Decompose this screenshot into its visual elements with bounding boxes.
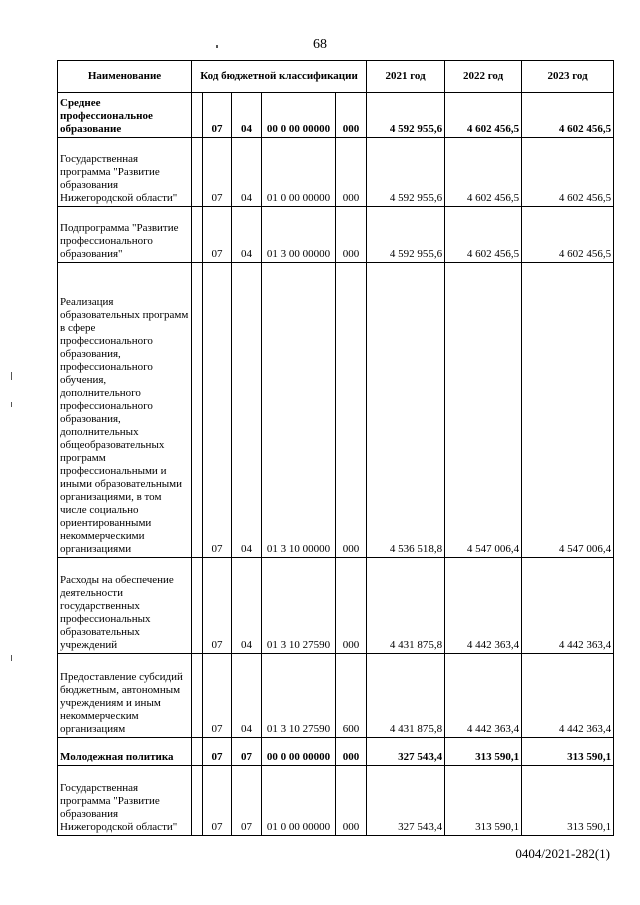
row-expense-type: 000 <box>336 263 367 558</box>
scan-speck <box>11 655 12 661</box>
row-amount-2022: 313 590,1 <box>445 738 522 766</box>
row-expense-type: 600 <box>336 654 367 738</box>
row-spacer <box>192 558 203 654</box>
row-expense-type: 000 <box>336 138 367 207</box>
row-amount-2023: 4 442 363,4 <box>522 654 614 738</box>
row-subsection: 04 <box>232 138 262 207</box>
table-row <box>58 766 614 836</box>
row-expense-type: 000 <box>336 738 367 766</box>
row-amount-2021: 4 431 875,8 <box>367 654 445 738</box>
row-spacer <box>192 263 203 558</box>
row-amount-2021: 327 543,4 <box>367 738 445 766</box>
row-amount-2021: 4 592 955,6 <box>367 138 445 207</box>
row-amount-2023: 4 602 456,5 <box>522 138 614 207</box>
row-target-article: 01 3 10 00000 <box>262 263 336 558</box>
table-row <box>58 558 614 654</box>
table-row <box>58 207 614 263</box>
row-target-article: 01 3 10 27590 <box>262 558 336 654</box>
row-name: Государственная программа "Развитие образования Нижегородской области" <box>58 766 192 836</box>
row-amount-2022: 4 602 456,5 <box>445 207 522 263</box>
row-spacer <box>192 738 203 766</box>
row-name: Подпрограмма "Развитие профессионального образования" <box>58 207 192 263</box>
row-amount-2023: 4 602 456,5 <box>522 207 614 263</box>
page-number: 68 <box>313 37 327 52</box>
scan-speck <box>216 45 218 48</box>
row-spacer <box>192 766 203 836</box>
table-row <box>58 738 614 766</box>
row-section: 07 <box>203 263 232 558</box>
row-subsection: 04 <box>232 93 262 138</box>
row-amount-2022: 4 442 363,4 <box>445 558 522 654</box>
row-amount-2023: 4 547 006,4 <box>522 263 614 558</box>
header-2023: 2023 год <box>522 61 614 93</box>
header-classification: Код бюджетной классификации <box>192 61 367 93</box>
row-subsection: 07 <box>232 738 262 766</box>
row-name: Расходы на обеспечение деятельности государственных профессиональных образовательных учреждений <box>58 558 192 654</box>
row-subsection: 04 <box>232 654 262 738</box>
row-subsection: 04 <box>232 207 262 263</box>
row-section: 07 <box>203 558 232 654</box>
row-target-article: 01 3 00 00000 <box>262 207 336 263</box>
scan-speck <box>11 372 12 380</box>
row-subsection: 04 <box>232 558 262 654</box>
document-code: 0404/2021-282(1) <box>515 846 610 861</box>
row-target-article: 01 0 00 00000 <box>262 766 336 836</box>
row-expense-type: 000 <box>336 766 367 836</box>
row-section: 07 <box>203 138 232 207</box>
row-name: Молодежная политика <box>58 738 192 766</box>
header-2022: 2022 год <box>445 61 522 93</box>
row-spacer <box>192 654 203 738</box>
row-target-article: 01 0 00 00000 <box>262 138 336 207</box>
row-spacer <box>192 207 203 263</box>
row-name: Среднее профессиональное образование <box>58 93 192 138</box>
row-target-article: 00 0 00 00000 <box>262 93 336 138</box>
row-expense-type: 000 <box>336 558 367 654</box>
row-expense-type: 000 <box>336 93 367 138</box>
table-row <box>58 93 614 138</box>
table-row <box>58 138 614 207</box>
row-name: Реализация образовательных программ в сфере профессионального образования, профессионального обучения, дополнительного профессионального образования, дополнительных общеобразовательных программ профессиональными и иными образовательными организациями, в том числе социально ориентированными некоммерческими организациями <box>58 263 192 558</box>
row-subsection: 07 <box>232 766 262 836</box>
row-amount-2021: 4 592 955,6 <box>367 207 445 263</box>
row-subsection: 04 <box>232 263 262 558</box>
row-spacer <box>192 138 203 207</box>
row-target-article: 00 0 00 00000 <box>262 738 336 766</box>
header-2021: 2021 год <box>367 61 445 93</box>
row-amount-2022: 4 602 456,5 <box>445 138 522 207</box>
row-target-article: 01 3 10 27590 <box>262 654 336 738</box>
budget-table <box>57 60 614 836</box>
row-name: Государственная программа "Развитие образования Нижегородской области" <box>58 138 192 207</box>
row-section: 07 <box>203 654 232 738</box>
row-section: 07 <box>203 207 232 263</box>
row-amount-2022: 4 442 363,4 <box>445 654 522 738</box>
row-spacer <box>192 93 203 138</box>
row-amount-2022: 4 547 006,4 <box>445 263 522 558</box>
header-name: Наименование <box>58 61 192 93</box>
scan-speck <box>11 402 12 407</box>
table-body <box>58 93 614 836</box>
row-amount-2023: 313 590,1 <box>522 738 614 766</box>
row-amount-2023: 4 602 456,5 <box>522 93 614 138</box>
row-amount-2021: 4 536 518,8 <box>367 263 445 558</box>
table-row <box>58 654 614 738</box>
row-amount-2022: 313 590,1 <box>445 766 522 836</box>
table-row <box>58 263 614 558</box>
row-name: Предоставление субсидий бюджетным, автономным учреждениям и иным некоммерческим организациям <box>58 654 192 738</box>
row-amount-2023: 313 590,1 <box>522 766 614 836</box>
row-section: 07 <box>203 93 232 138</box>
row-amount-2021: 327 543,4 <box>367 766 445 836</box>
row-expense-type: 000 <box>336 207 367 263</box>
header-row <box>58 61 614 93</box>
row-amount-2021: 4 592 955,6 <box>367 93 445 138</box>
row-amount-2023: 4 442 363,4 <box>522 558 614 654</box>
row-section: 07 <box>203 766 232 836</box>
row-amount-2022: 4 602 456,5 <box>445 93 522 138</box>
row-section: 07 <box>203 738 232 766</box>
row-amount-2021: 4 431 875,8 <box>367 558 445 654</box>
